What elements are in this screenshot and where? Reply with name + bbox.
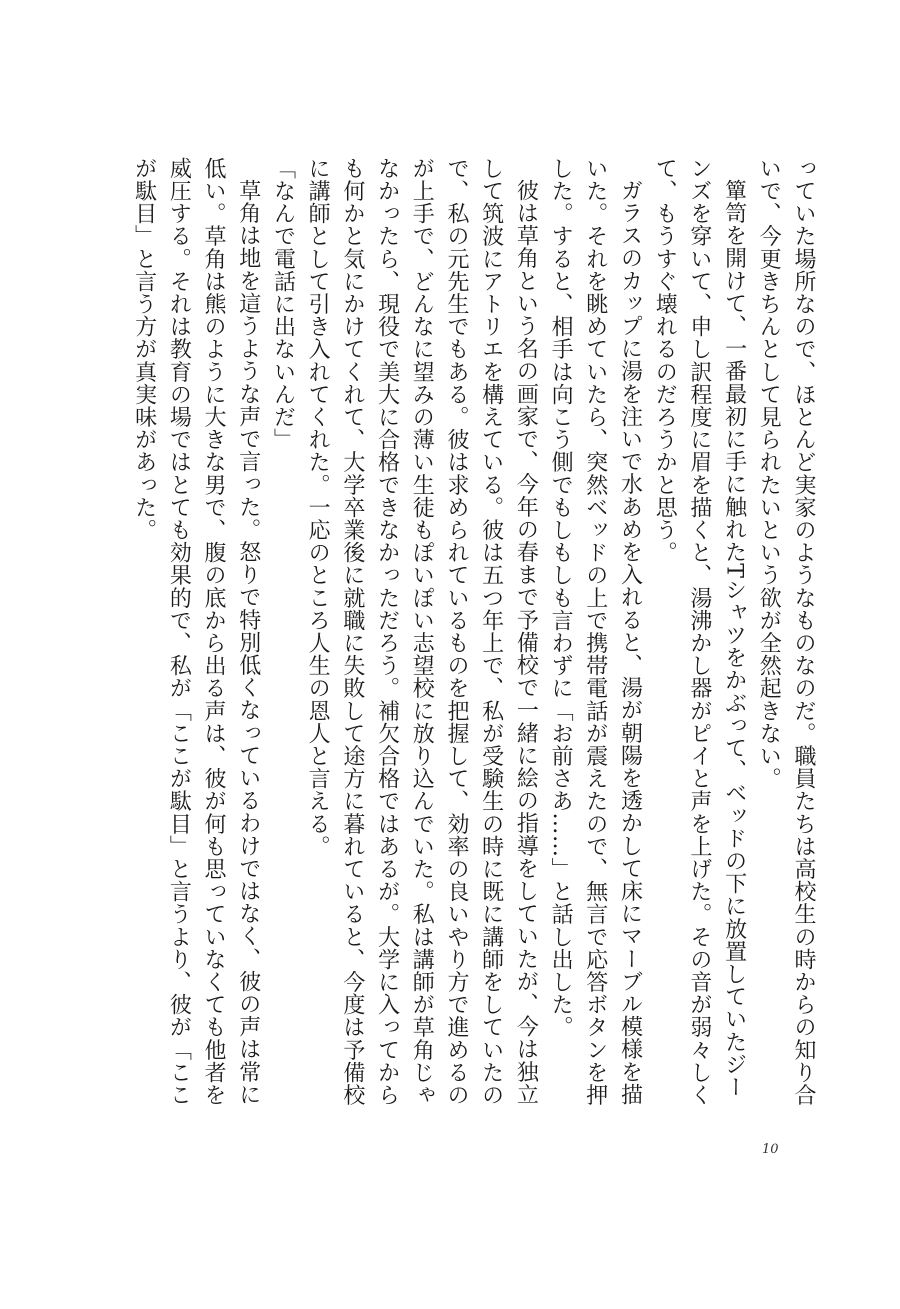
paragraph-3: ガラスのカップに湯を注いで水あめを入れると、湯が朝陽を透かして床にマーブル模様を描いた。それを眺めていたら、突然ベッドの上で携帯電話が震えたので、無言で応答ボタンを押した。すると、相手は向こう側でもしもしも言わずに「お前さあ……」と話し出した。 <box>548 157 643 1107</box>
paragraph-2: 簞笥を開けて、一番最初に手に触れたTシャツをかぶって、ベッドの下に放置していたジーンズを穿いて、申し訳程度に眉を描くと、湯沸かし器がピイと声を上げた。その音が弱々しくて、もうすぐ壊れるのだろうかと思う。 <box>652 157 747 1107</box>
paragraph-5-dialogue: 「なんで電話に出ないんだ」 <box>270 157 296 451</box>
page-number: 10 <box>762 1142 779 1157</box>
paragraph-4: 彼は草角という名の画家で、今年の春まで予備校で一緒に絵の指導をしていたが、今は独立して筑波にアトリエを構えている。彼は五つ年上で、私が受験生の時に既に講師をしていたので、私の元先生でもある。彼は求められているものを把握して、効率の良いやり方で進めるのが上手で、どんなに望みの薄い生徒もぽいぽい志望校に放り込んでいた。私は講師が草角じゃなかったら、現役で美大に合格できなかっただろう。補欠合格ではあるが。大学に入ってからも何かと気にかけてくれて、大学卒業後に就職に失敗して途方に暮れていると、今度は予備校に講師として引き入れてくれた。一応のところ人生の恩人と言える。 <box>305 157 539 1107</box>
paragraph-1: っていた場所なので、ほとんど実家のようなものなのだ。職員たちは高校生の時からの知り合いで、今更きちんとして見られたいという欲が全然起きない。 <box>756 157 816 1107</box>
paragraph-6: 草角は地を這うような声で言った。怒りで特別低くなっているわけではなく、彼の声は常に低い。草角は熊のように大きな男で、腹の底から出る声は、彼が何も思っていなくても他者を威圧する。それは教育の場ではとても効果的で、私が「ここが駄目」と言うより、彼が「ここが駄目」と言う方が真実味があった。 <box>131 157 261 1107</box>
body-text <box>100 157 820 1117</box>
